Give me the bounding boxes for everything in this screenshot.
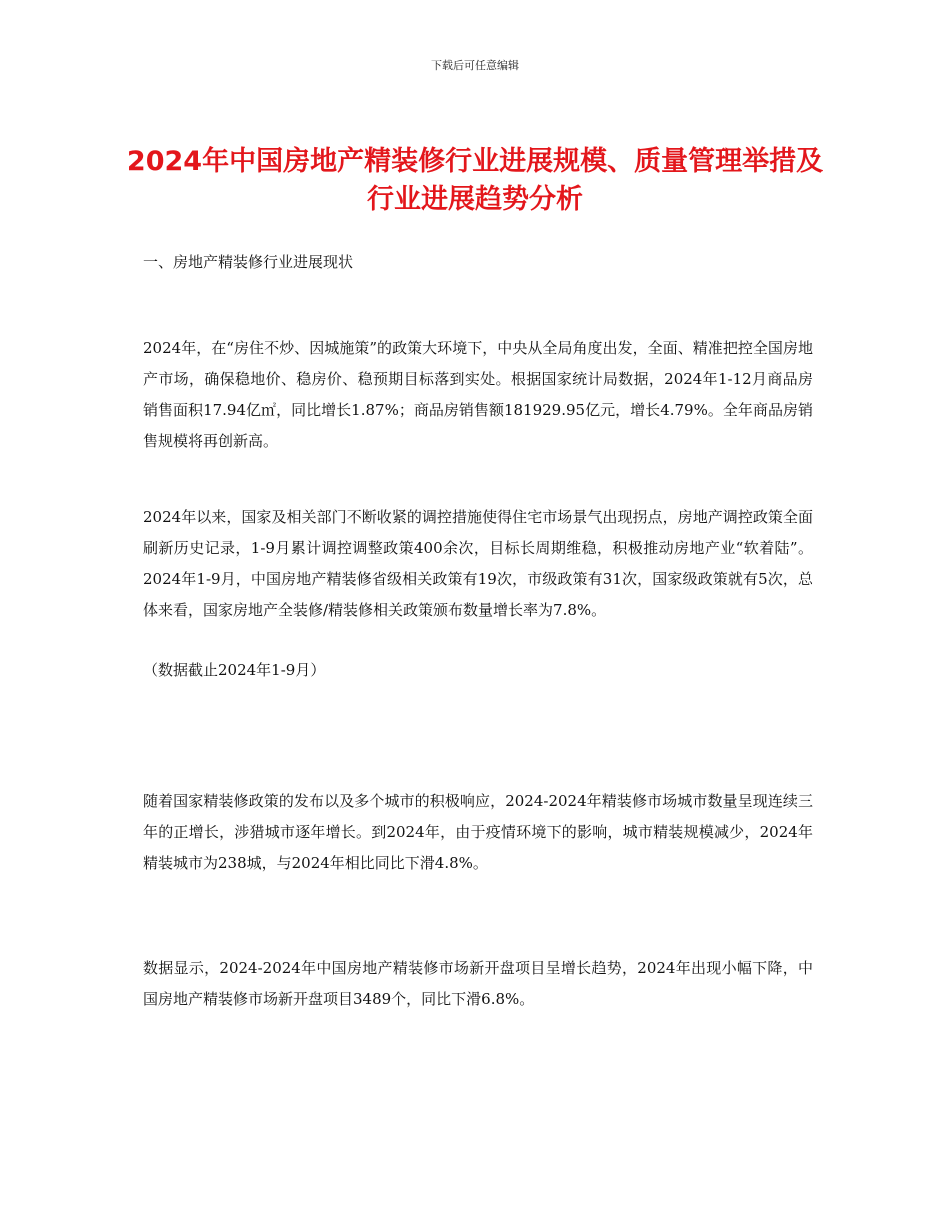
paragraph-new-projects: 数据显示，2024-2024年中国房地产精装修市场新开盘项目呈增长趋势，2024年出现小幅下降，中国房地产精装修市场新开盘项目3489个，同比下滑6.8%。 — [143, 959, 813, 1008]
paragraph-city-scale: 随着国家精装修政策的发布以及多个城市的积极响应，2024-2024年精装修市场城市数量呈现连续三年的正增长，涉猎城市逐年增长。到2024年，由于疫情环境下的影响，城市精装规模减少，2024年精装城市为238城，与2024年相比同比下滑4.8%。 — [143, 792, 813, 872]
document-title: 2024年中国房地产精装修行业进展规模、质量管理举措及行业进展趋势分析 — [126, 146, 824, 215]
data-cutoff-note: （数据截止2024年1-9月） — [143, 661, 326, 679]
header-note: 下载后可任意编辑 — [431, 59, 519, 72]
paragraph-sales-overview: 2024年，在“房住不炒、因城施策”的政策大环境下，中央从全局角度出发，全面、精准把控全国房地产市场，确保稳地价、稳房价、稳预期目标落到实处。根据国家统计局数据，2024年1-12月商品房销售面积17.94亿㎡，同比增长1.87%；商品房销售额181929.95亿元，增长4.79%。全年商品房销售规模将再创新高。 — [143, 339, 813, 450]
paragraph-policy: 2024年以来，国家及相关部门不断收紧的调控措施使得住宅市场景气出现拐点，房地产调控政策全面刷新历史记录，1-9月累计调控调整政策400余次，目标长周期维稳，积极推动房地产业“软着陆”。2024年1-9月，中国房地产精装修省级相关政策有19次，市级政策有31次，国家级政策就有5次，总体来看，国家房地产全装修/精装修相关政策颁布数量增长率为7.8%。 — [143, 508, 813, 619]
section-heading: 一、房地产精装修行业进展现状 — [143, 253, 354, 271]
